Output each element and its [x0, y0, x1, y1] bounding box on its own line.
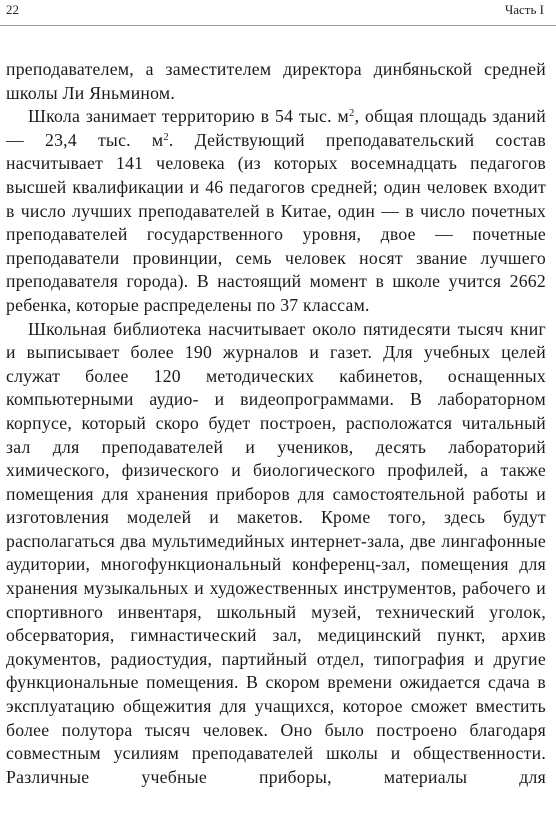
- section-title: Часть I: [504, 2, 544, 17]
- superscript: 2: [163, 131, 169, 143]
- paragraph-continued: преподавателем, а заместителем директора динбяньской средней школы Ли Яньмином.: [6, 59, 546, 103]
- paragraph-text: Школа занимает территорию в 54 тыс. м: [28, 106, 349, 127]
- paragraph-library: Школьная библиотека насчитывает около пятидесяти тысяч книг и выписывает более 190 журналов и газет. Для учебных целей служат более 120 методических кабинетов, оснащенных компьютерными аудио- и видеопрограммами. В лабораторном корпусе, который скоро будет построен, расположатся читальный зал для преподавателей и учеников, десять лабораторий химического, физического и биологического профилей, а также помещения для хранения приборов для самостоятельной работы и изготовления моделей и макетов. Кроме того, здесь будут располагаться два мультимедийных интернет-зала, две лингафонные аудитории, многофункциональный конференц-зал, помещения для хранения музыкальных и художественных инструментов, рабочего и спортивного инвентаря, школьный музей, технический уголок, обсерватория, гимнастический зал, медицинский пункт, архив документов, радиостудия, партийный отдел, типография и другие функциональные помещения. В скором времени ожидается сдача в эксплуатацию общежития для учащихся, которое сможет вместить более полутора тысяч человек. Оно было построено благодаря совместным усилиям преподавателей школы и общественности. Различные учебные приборы, материалы для: [6, 318, 546, 787]
- body-text: [6, 58, 546, 789]
- header-divider: [0, 25, 556, 26]
- paragraph-text: , общая площадь зданий — 23,4 тыс. м: [6, 106, 546, 150]
- page-number: 22: [6, 2, 19, 17]
- running-header: [6, 2, 544, 20]
- superscript: 2: [349, 108, 355, 120]
- paragraph-school-area: [6, 105, 546, 317]
- paragraph-text: . Действующий преподавательский состав насчитывает 141 человека (из которых восемнадцать педагогов высшей квалификации и 46 педагогов средней; один человек входит в число лучших преподавателей в Китае, один — в число почетных преподавателей государственного уровня, двое — почетные преподаватели провинции, семь человек носят звание лучшего преподавателя города). В настоящий момент в школе учится 2662 ребенка, которые распределены по 37 классам.: [6, 129, 546, 315]
